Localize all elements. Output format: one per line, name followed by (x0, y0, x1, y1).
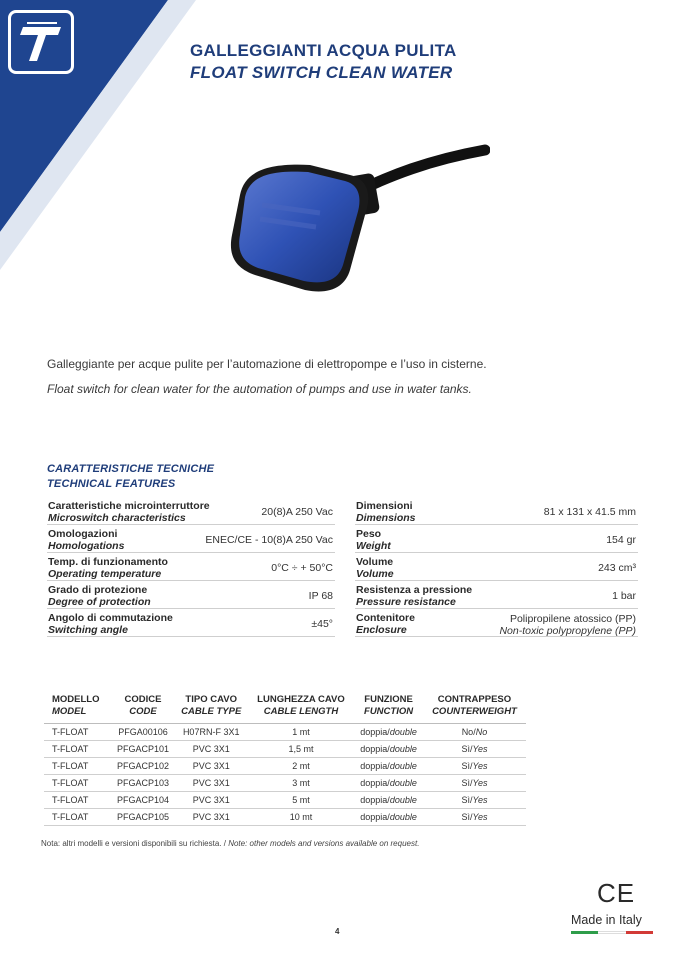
cell-length: 1,5 mt (248, 741, 354, 758)
spec-label-en: Switching angle (48, 624, 128, 636)
cell-length: 1 mt (248, 724, 354, 741)
ce-mark-icon: CE (597, 878, 636, 908)
table-row (44, 724, 526, 741)
cell-counterweight: Sì/Yes (423, 809, 526, 826)
cell-length: 2 mt (248, 758, 354, 775)
cell-cable: PVC 3X1 (175, 809, 248, 826)
cell-length: 10 mt (248, 809, 354, 826)
column-header-cable-length: LUNGHEZZA CAVO CABLE LENGTH (248, 694, 354, 724)
cell-cable: PVC 3X1 (175, 758, 248, 775)
column-header-code: CODICE CODE (111, 694, 174, 724)
spec-label-en: Dimensions (356, 512, 416, 524)
float-switch-image (200, 135, 490, 310)
table-row (44, 792, 526, 809)
spec-label-it: Contenitore (356, 612, 415, 624)
spec-row (355, 609, 638, 637)
cell-model: T-FLOAT (44, 741, 111, 758)
cell-function: doppia/double (354, 758, 423, 775)
cell-counterweight: Sì/Yes (423, 758, 526, 775)
spec-row (355, 553, 638, 581)
spec-value: 1 bar (612, 590, 636, 602)
page-number: 4 (335, 927, 340, 936)
cell-cable: PVC 3X1 (175, 775, 248, 792)
spec-label-en: Microswitch characteristics (48, 512, 186, 524)
spec-label-it: Omologazioni (48, 528, 118, 540)
spec-value: ENEC/CE - 10(8)A 250 Vac (205, 534, 333, 546)
spec-value: 81 x 131 x 41.5 mm (543, 506, 636, 518)
cell-cable: PVC 3X1 (175, 792, 248, 809)
tech-heading (47, 462, 214, 492)
column-header-model: MODELLO MODEL (44, 694, 111, 724)
spec-label-en: Degree of protection (48, 596, 151, 608)
spec-value: 20(8)A 250 Vac (261, 506, 333, 518)
cell-function: doppia/double (354, 741, 423, 758)
cell-counterweight: No/No (423, 724, 526, 741)
spec-label-en: Pressure resistance (356, 596, 456, 608)
flag-red (626, 931, 653, 934)
spec-value: IP 68 (308, 590, 333, 602)
title-english: FLOAT SWITCH CLEAN WATER (190, 63, 453, 82)
spec-column-right (355, 497, 638, 637)
column-header-cable-type: TIPO CAVO CABLE TYPE (175, 694, 248, 724)
column-header-function: FUNZIONE FUNCTION (354, 694, 423, 724)
cell-length: 3 mt (248, 775, 354, 792)
brand-logo (8, 10, 74, 74)
spec-label-en: Enclosure (356, 624, 407, 636)
cell-cable: PVC 3X1 (175, 741, 248, 758)
spec-label-en: Operating temperature (48, 568, 162, 580)
spec-label-en: Weight (356, 540, 391, 552)
spec-value (499, 613, 636, 637)
spec-row (355, 525, 638, 553)
cell-length: 5 mt (248, 792, 354, 809)
table-row (44, 741, 526, 758)
table-row (44, 758, 526, 775)
cell-function: doppia/double (354, 792, 423, 809)
spec-row (355, 581, 638, 609)
cell-model: T-FLOAT (44, 758, 111, 775)
cell-code: PFGACP105 (111, 809, 174, 826)
made-in-italy: Made in Italy (571, 913, 642, 927)
flag-white (598, 931, 625, 934)
spec-row (355, 497, 638, 525)
description-english: Float switch for clean water for the automation of pumps and use in water tanks. (47, 382, 472, 396)
spec-value: 0°C ÷ + 50°C (271, 562, 333, 574)
spec-row (47, 553, 335, 581)
spec-value: 243 cm³ (598, 562, 636, 574)
cell-counterweight: Sì/Yes (423, 741, 526, 758)
tech-heading-english: TECHNICAL FEATURES (47, 478, 176, 490)
cell-model: T-FLOAT (44, 775, 111, 792)
t-logo-icon (11, 13, 71, 71)
spec-label-it: Volume (356, 556, 394, 568)
cell-function: doppia/double (354, 724, 423, 741)
cell-counterweight: Sì/Yes (423, 792, 526, 809)
footnote-italian: Nota: altri modelli e versioni disponibili su richiesta. / (41, 839, 229, 848)
spec-value: 154 gr (606, 534, 636, 546)
page-title (190, 40, 457, 84)
spec-label-it: Angolo di commutazione (48, 612, 173, 624)
spec-label-it: Grado di protezione (48, 584, 148, 596)
cell-counterweight: Sì/Yes (423, 775, 526, 792)
cell-cable: H07RN-F 3X1 (175, 724, 248, 741)
cell-model: T-FLOAT (44, 809, 111, 826)
models-table (44, 694, 526, 826)
table-row (44, 775, 526, 792)
spec-value: ±45° (311, 618, 333, 630)
footnote (41, 839, 419, 848)
spec-label-it: Temp. di funzionamento (48, 556, 168, 568)
spec-value-en: Non-toxic polypropylene (PP) (499, 625, 636, 637)
italian-flag-stripe (571, 931, 653, 934)
table-row (44, 809, 526, 826)
spec-label-it: Peso (356, 528, 382, 540)
cell-code: PFGACP102 (111, 758, 174, 775)
spec-row (47, 581, 335, 609)
spec-column-left (47, 497, 335, 637)
column-header-counterweight: CONTRAPPESO COUNTERWEIGHT (423, 694, 526, 724)
spec-row (47, 497, 335, 525)
cell-code: PFGACP103 (111, 775, 174, 792)
spec-label-en: Homologations (48, 540, 125, 552)
spec-value-it: Polipropilene atossico (PP) (509, 613, 636, 625)
cell-code: PFGACP104 (111, 792, 174, 809)
title-italian: GALLEGGIANTI ACQUA PULITA (190, 41, 457, 60)
spec-label-it: Resistenza a pressione (356, 584, 473, 596)
spec-label-it: Dimensioni (356, 500, 413, 512)
cell-code: PFGA00106 (111, 724, 174, 741)
spec-row (47, 525, 335, 553)
cell-model: T-FLOAT (44, 792, 111, 809)
flag-green (571, 931, 598, 934)
table-header-row (44, 694, 526, 724)
cell-model: T-FLOAT (44, 724, 111, 741)
description-italian: Galleggiante per acque pulite per l’automazione di elettropompe e l’uso in cisterne. (47, 357, 487, 371)
spec-row (47, 609, 335, 637)
cell-code: PFGACP101 (111, 741, 174, 758)
spec-label-it: Caratteristiche microinterruttore (48, 500, 210, 512)
spec-label-en: Volume (356, 568, 394, 580)
cell-function: doppia/double (354, 775, 423, 792)
tech-heading-italian: CARATTERISTICHE TECNICHE (47, 463, 215, 475)
cell-function: doppia/double (354, 809, 423, 826)
footnote-english: Note: other models and versions available on request. (228, 839, 420, 848)
